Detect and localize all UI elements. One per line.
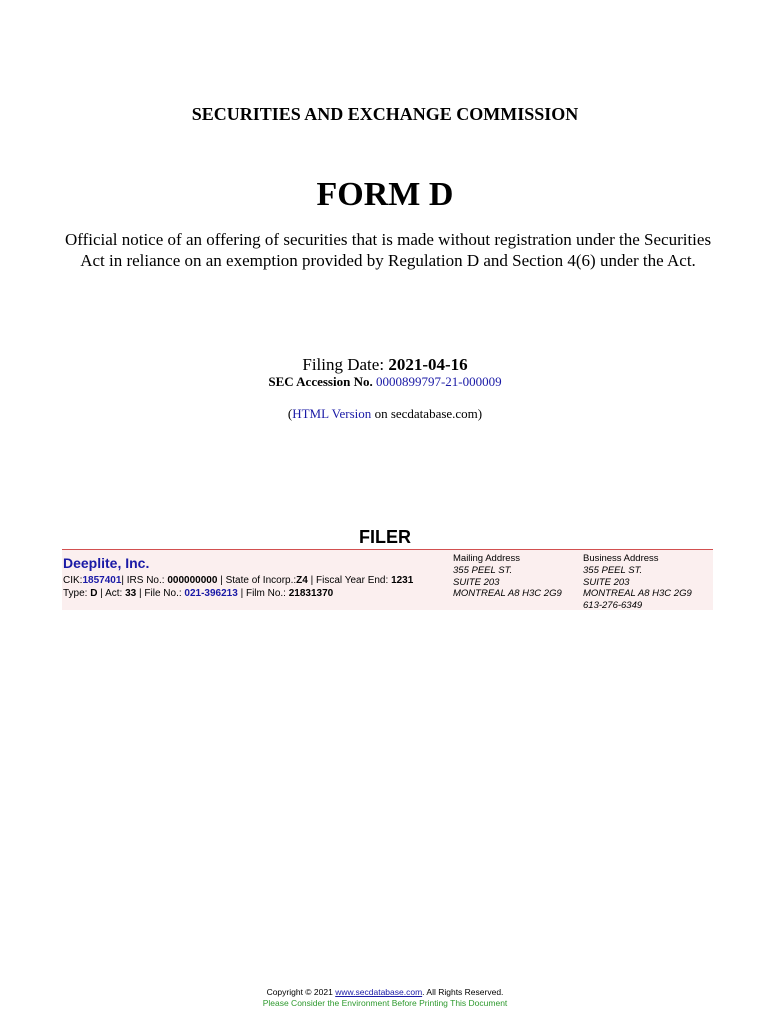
irs-label: | IRS No.: xyxy=(121,575,165,586)
form-title: FORM D xyxy=(316,176,454,213)
type-value: D xyxy=(90,588,98,599)
accession-label: SEC Accession No. xyxy=(268,374,373,389)
fiscal-year-end-label: | Fiscal Year End: xyxy=(310,575,389,586)
agency-heading: SECURITIES AND EXCHANGE COMMISSION xyxy=(191,104,579,124)
mailing-address xyxy=(453,553,562,600)
mailing-address-line: SUITE 203 xyxy=(453,576,500,588)
company-name-link[interactable]: Deeplite, Inc. xyxy=(63,555,150,571)
mailing-address-line: 355 PEEL ST. xyxy=(453,564,513,576)
filing-date-value: 2021-04-16 xyxy=(388,355,468,374)
filing-date xyxy=(0,355,770,375)
form-description: Official notice of an offering of securities that is made without registration under the Securities Act in reliance on an exemption provided by Regulation D and Section 4(6) under the Act. xyxy=(64,230,712,270)
html-open-paren: ( xyxy=(287,406,293,421)
filer-heading: FILER xyxy=(359,527,411,547)
cik-label: CIK: xyxy=(63,575,83,586)
copyright-line xyxy=(0,987,770,998)
business-address xyxy=(583,553,692,612)
act-label: | Act: xyxy=(100,588,123,599)
film-number-value: 21831370 xyxy=(288,588,334,599)
html-version-note xyxy=(0,406,770,422)
filer-filing-details xyxy=(63,588,333,599)
filing-date-label: Filing Date: xyxy=(302,355,385,374)
type-label: Type: xyxy=(63,588,88,599)
cik-link[interactable]: 1857401 xyxy=(82,575,122,586)
secdatabase-link[interactable]: www.secdatabase.com xyxy=(335,987,423,997)
accession-link[interactable]: 0000899797-21-000009 xyxy=(375,374,502,389)
filer-panel xyxy=(62,550,713,610)
business-address-line: SUITE 203 xyxy=(583,576,630,588)
irs-value: 000000000 xyxy=(167,575,218,586)
environment-note: Please Consider the Environment Before Printing This Document xyxy=(262,998,508,1008)
act-value: 33 xyxy=(125,588,137,599)
film-number-label: | Film No.: xyxy=(240,588,286,599)
state-value: Z4 xyxy=(296,575,308,586)
mailing-address-line: MONTREAL A8 H3C 2G9 xyxy=(453,588,562,600)
html-version-link[interactable]: HTML Version xyxy=(292,406,372,421)
fiscal-year-end-value: 1231 xyxy=(391,575,414,586)
business-phone: 613-276-6349 xyxy=(583,600,643,612)
business-address-line: 355 PEEL ST. xyxy=(583,564,643,576)
business-address-line: MONTREAL A8 H3C 2G9 xyxy=(583,588,692,600)
accession-number xyxy=(0,374,770,390)
mailing-address-title: Mailing Address xyxy=(453,553,521,564)
state-label: | State of Incorp.: xyxy=(220,575,297,586)
filer-identifiers xyxy=(63,575,413,586)
business-address-title: Business Address xyxy=(583,553,659,564)
html-version-suffix: on secdatabase.com) xyxy=(374,406,483,421)
copyright-prefix: Copyright © 2021 xyxy=(266,987,333,997)
copyright-suffix: . All Rights Reserved. xyxy=(422,987,504,997)
file-number-link[interactable]: 021-396213 xyxy=(184,588,238,599)
file-number-label: | File No.: xyxy=(139,588,182,599)
footer xyxy=(0,987,770,1009)
